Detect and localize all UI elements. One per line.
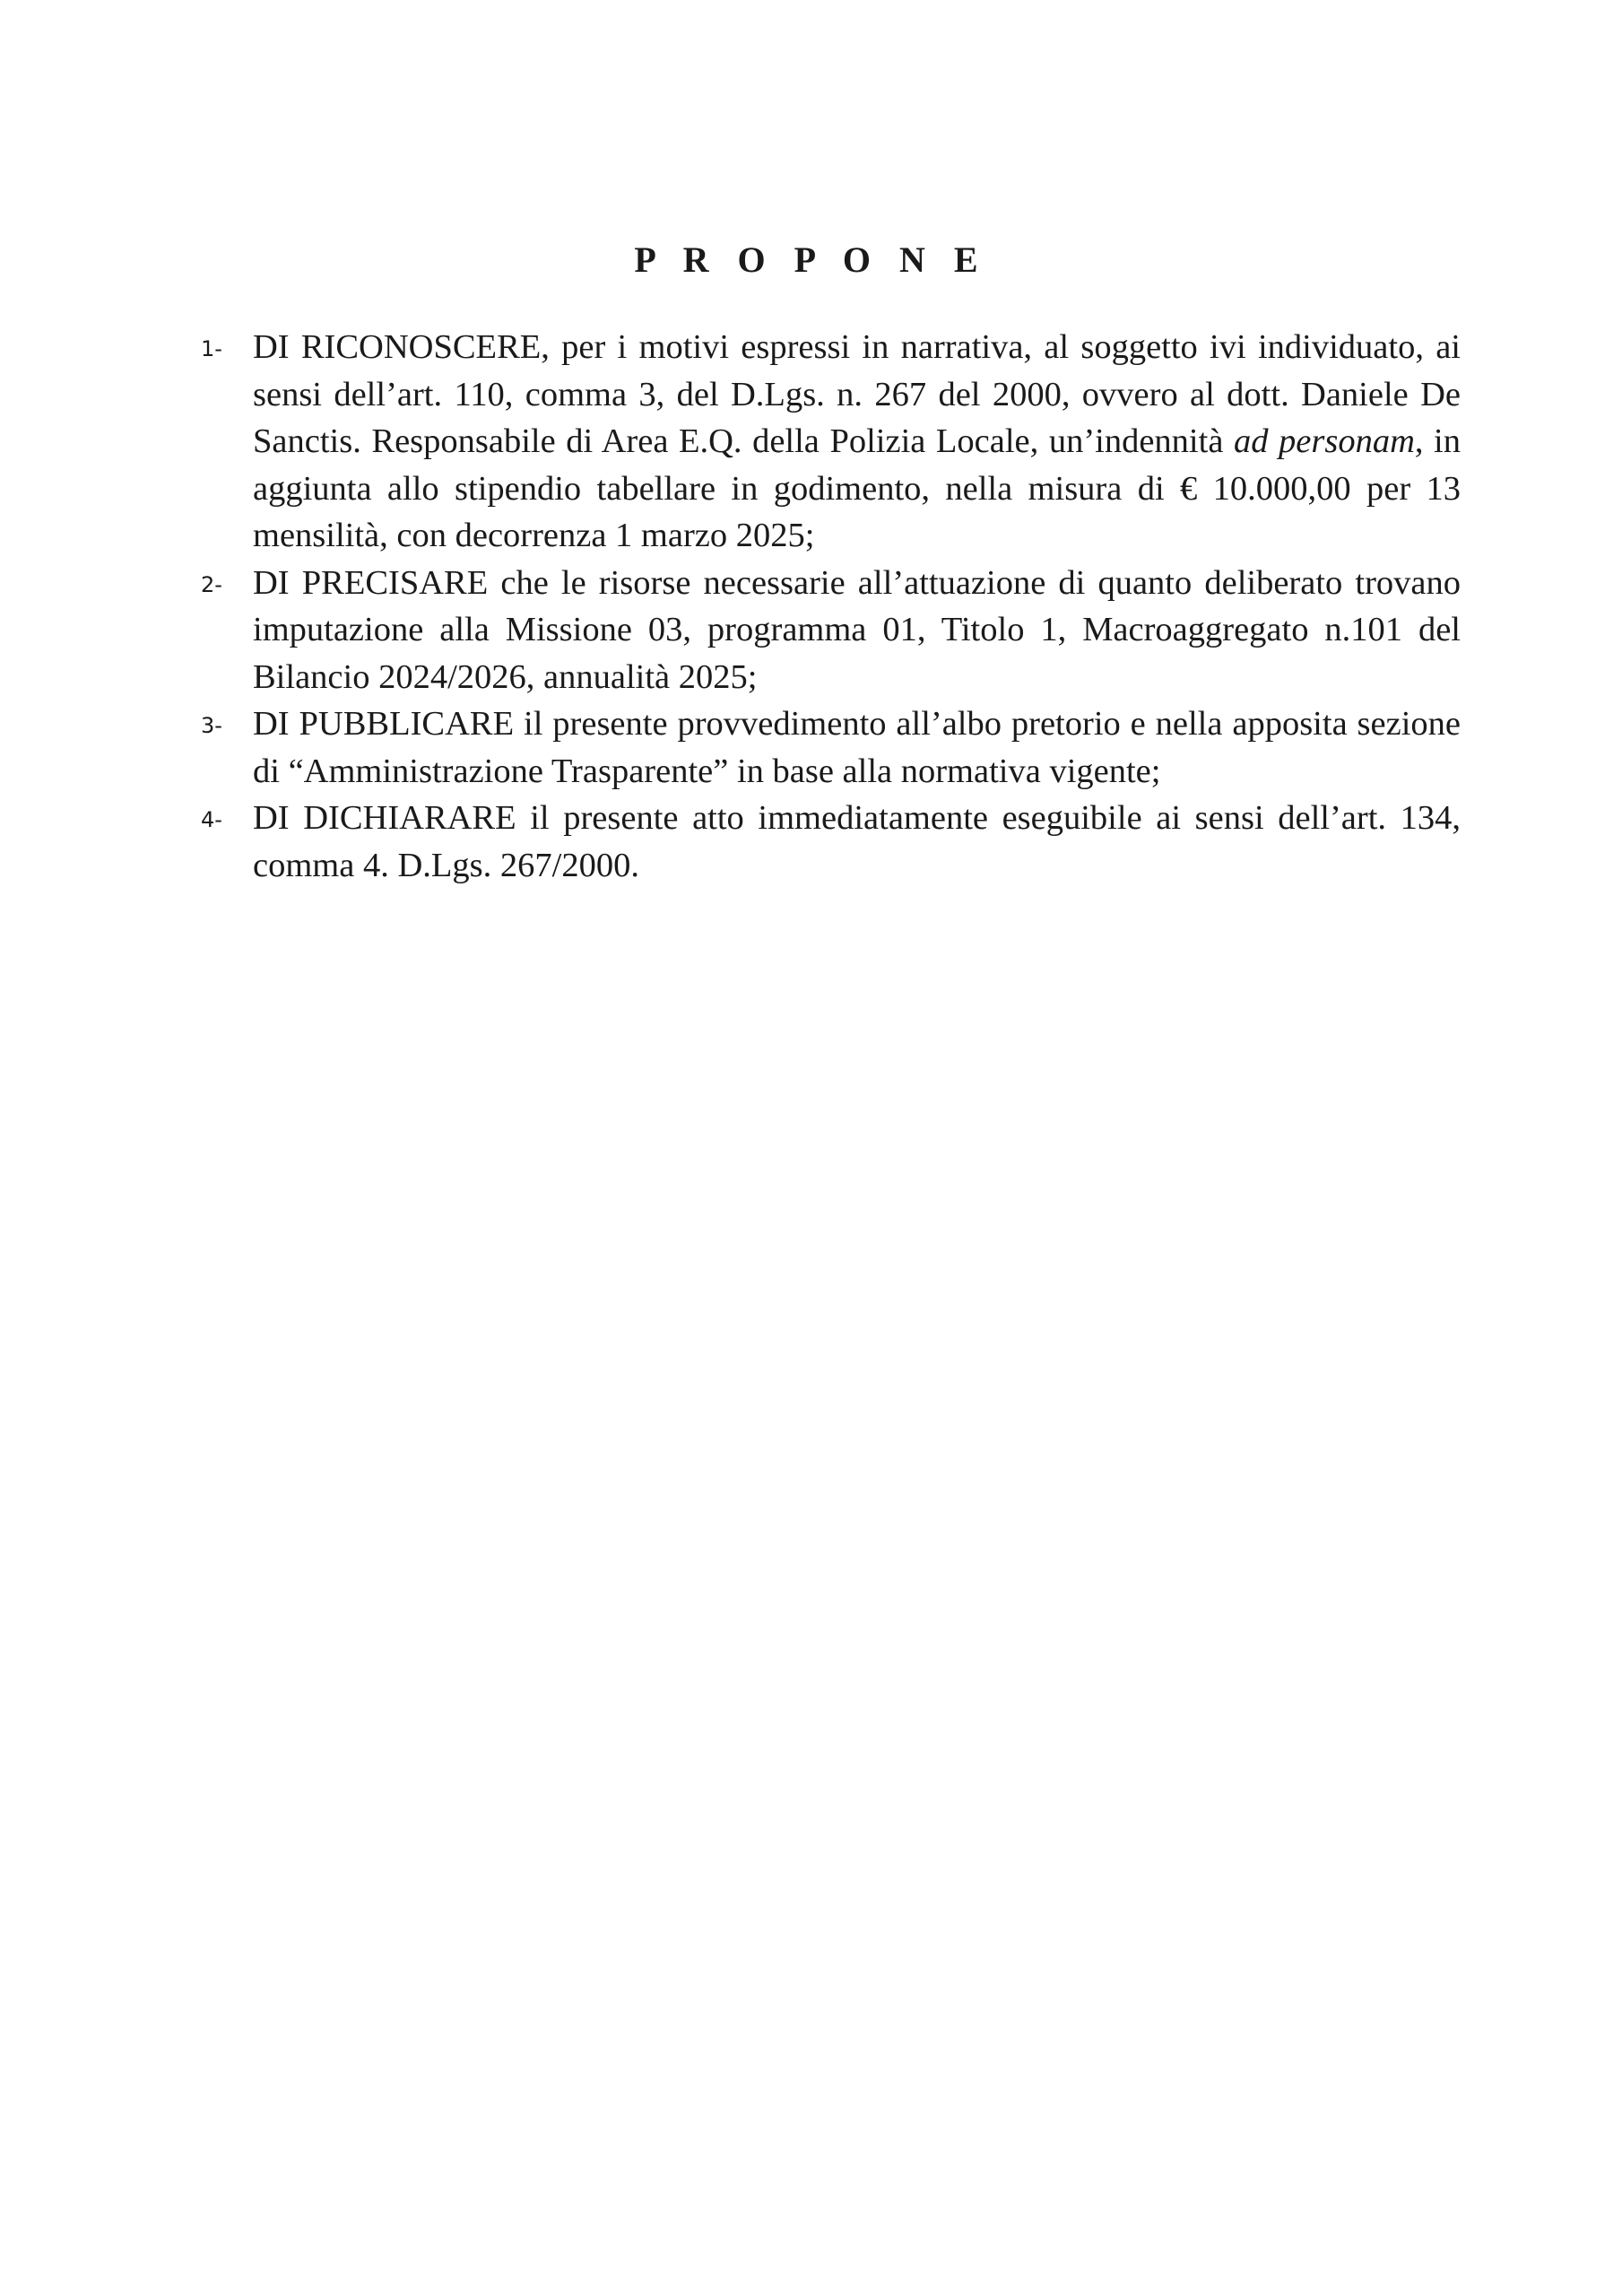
item-text-italic: ad personam (1233, 422, 1415, 460)
item-text (253, 324, 1461, 560)
item-number: 1- (201, 336, 222, 361)
list-item (201, 560, 1461, 701)
item-number: 2- (201, 571, 222, 597)
item-number: 4- (201, 807, 222, 832)
proposal-list (201, 324, 1461, 889)
item-number: 3- (201, 713, 222, 738)
page-heading: P R O P O N E (634, 239, 988, 280)
item-text-part: DI RICONOSCERE, per i motivi espressi in narrativa, al soggetto ivi individuato, ai sensi dell’art. 110, comma 3, del D.Lgs. n. 267 del 2000, ovvero al dott. Daniele De Sanctis. Responsabile di Area E.Q. della Polizia Locale, un’indennità (253, 328, 1461, 460)
item-text: DI PRECISARE che le risorse necessarie all’attuazione di quanto deliberato trovano imputazione alla Missione 03, programma 01, Titolo 1, Macroaggregato n.101 del Bilancio 2024/2026, annualità 2025; (253, 563, 1461, 696)
item-text-part: , in aggiunta allo stipendio tabellare in godimento, nella misura di € 10.000,00 per 13 mensilità, con decorrenza 1 marzo 2025; (253, 422, 1461, 554)
item-text: DI DICHIARARE il presente atto immediatamente eseguibile ai sensi dell’art. 134, comma 4. D.Lgs. 267/2000. (253, 799, 1461, 884)
list-item (201, 324, 1461, 560)
list-item (201, 795, 1461, 889)
list-item (201, 700, 1461, 795)
item-text: DI PUBBLICARE il presente provvedimento all’albo pretorio e nella apposita sezione di “Amministrazione Trasparente” in base alla normativa vigente; (253, 705, 1461, 790)
